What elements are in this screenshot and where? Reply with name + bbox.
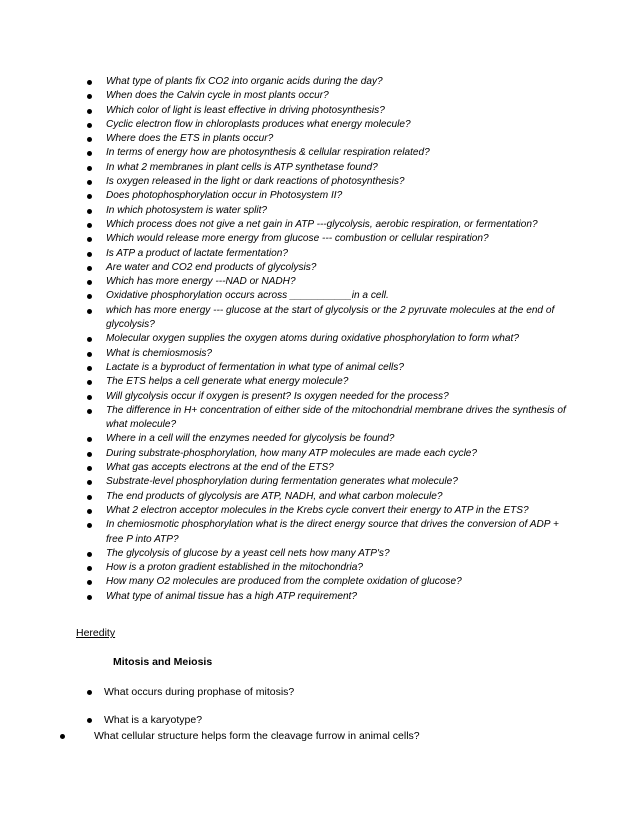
- question-item: [0, 89, 638, 103]
- bullet-icon: [87, 552, 92, 557]
- bullet-icon: [87, 209, 92, 214]
- bullet-icon: [87, 566, 92, 571]
- bullet-icon: [87, 223, 92, 228]
- question-text: The difference in H+ concentration of either side of the mitochondrial membrane drives the synthesis of what molecule?: [106, 404, 566, 431]
- question-text: Which has more energy ---NAD or NADH?: [106, 276, 296, 288]
- question-text: Oxidative phosphorylation occurs across ___________in a cell.: [106, 290, 389, 302]
- question-item: [0, 218, 638, 232]
- bullet-icon: [87, 266, 92, 271]
- question-text: What is chemiosmosis?: [106, 347, 213, 359]
- question-text: What occurs during prophase of mitosis?: [104, 686, 295, 698]
- bullet-icon: [87, 151, 92, 156]
- bullet-icon: [87, 509, 92, 514]
- question-item: [0, 490, 638, 504]
- question-text: Is oxygen released in the light or dark reactions of photosynthesis?: [106, 176, 405, 188]
- bullet-icon: [87, 252, 92, 257]
- question-text: Where in a cell will the enzymes needed for glycolysis be found?: [106, 433, 395, 445]
- bullet-icon: [87, 409, 92, 414]
- question-item: [0, 561, 638, 575]
- mitosis-question: [94, 729, 420, 743]
- bullet-icon: [87, 180, 92, 185]
- question-item: [0, 118, 638, 132]
- question-text: Which process does not give a net gain in ATP ---glycolysis, aerobic respiration, or fermentation?: [106, 218, 538, 230]
- bullet-icon: [87, 194, 92, 199]
- question-text: What cellular structure helps form the cleavage furrow in animal cells?: [94, 730, 420, 742]
- question-item: [0, 247, 638, 261]
- question-item: [0, 132, 638, 146]
- bullet-icon: [87, 237, 92, 242]
- question-item: [0, 289, 638, 303]
- question-text: In what 2 membranes in plant cells is ATP synthetase found?: [106, 161, 378, 173]
- question-item: [0, 447, 638, 461]
- question-item: [0, 204, 638, 218]
- question-item: [0, 261, 638, 275]
- question-item: [0, 189, 638, 203]
- question-item: [0, 547, 638, 561]
- bullet-icon: [87, 366, 92, 371]
- question-text: The ETS helps a cell generate what energy molecule?: [106, 376, 349, 388]
- bullet-icon: [87, 437, 92, 442]
- bullet-icon: [87, 309, 92, 314]
- question-item: [0, 590, 638, 604]
- bullet-icon: [87, 580, 92, 585]
- question-text: What gas accepts electrons at the end of the ETS?: [106, 462, 334, 474]
- question-item: [0, 161, 638, 175]
- bullet-icon: [87, 452, 92, 457]
- bullet-icon: [87, 137, 92, 142]
- question-item: [0, 390, 638, 404]
- bullet-icon: [87, 380, 92, 385]
- bullet-icon: [87, 280, 92, 285]
- question-text: How many O2 molecules are produced from the complete oxidation of glucose?: [106, 576, 462, 588]
- question-text: Which color of light is least effective in driving photosynthesis?: [106, 104, 385, 116]
- question-item: [0, 518, 638, 547]
- bullet-icon: [87, 495, 92, 500]
- bullet-icon: [87, 595, 92, 600]
- question-text: The end products of glycolysis are ATP, NADH, and what carbon molecule?: [106, 490, 443, 502]
- mitosis-question: [104, 685, 294, 699]
- question-item: [0, 504, 638, 518]
- question-text: In chemiosmotic phosphorylation what is the direct energy source that drives the conversion of ADP + free P into ATP?: [106, 519, 559, 545]
- question-text: Substrate-level phosphorylation during fermentation generates what molecule?: [106, 476, 458, 488]
- question-item: [0, 475, 638, 489]
- bullet-icon: [87, 109, 92, 114]
- bullet-icon: [60, 734, 65, 739]
- question-text: What type of animal tissue has a high ATP requirement?: [106, 590, 357, 602]
- question-item: [0, 332, 638, 346]
- question-text: Where does the ETS in plants occur?: [106, 133, 274, 145]
- bullet-icon: [87, 480, 92, 485]
- question-text: What 2 electron acceptor molecules in the Krebs cycle convert their energy to ATP in the ETS?: [106, 504, 529, 516]
- bullet-icon: [87, 337, 92, 342]
- bullet-icon: [87, 352, 92, 357]
- question-text: Will glycolysis occur if oxygen is present? Is oxygen needed for the process?: [106, 390, 449, 402]
- question-text: During substrate-phosphorylation, how many ATP molecules are made each cycle?: [106, 447, 478, 459]
- question-item: [0, 75, 638, 89]
- question-text: Molecular oxygen supplies the oxygen atoms during oxidative phosphorylation to form what?: [106, 333, 519, 345]
- heredity-heading: Heredity: [76, 627, 116, 639]
- question-text: How is a proton gradient established in the mitochondria?: [106, 562, 363, 574]
- question-text: What is a karyotype?: [104, 714, 203, 726]
- question-text: Does photophosphorylation occur in Photosystem II?: [106, 190, 343, 202]
- mitosis-question: [104, 713, 202, 727]
- question-item: [0, 432, 638, 446]
- bullet-icon: [87, 80, 92, 85]
- question-text: In terms of energy how are photosynthesis & cellular respiration related?: [106, 147, 430, 159]
- question-item: [0, 232, 638, 246]
- bullet-icon: [87, 690, 92, 695]
- question-item: [0, 275, 638, 289]
- question-item: [0, 461, 638, 475]
- question-item: [0, 347, 638, 361]
- question-item: [0, 175, 638, 189]
- question-item: [0, 304, 638, 333]
- bullet-icon: [87, 294, 92, 299]
- bullet-icon: [87, 94, 92, 99]
- question-text: Are water and CO2 end products of glycolysis?: [106, 261, 317, 273]
- bullet-icon: [87, 466, 92, 471]
- question-text: Lactate is a byproduct of fermentation in what type of animal cells?: [106, 361, 404, 373]
- question-text: Is ATP a product of lactate fermentation?: [106, 247, 288, 259]
- question-item: [0, 575, 638, 589]
- question-item: [0, 104, 638, 118]
- mitosis-meiosis-heading: Mitosis and Meiosis: [113, 656, 213, 668]
- question-text: which has more energy --- glucose at the start of glycolysis or the 2 pyruvate molecules at the end of glycolysis?: [106, 304, 555, 331]
- bullet-icon: [87, 718, 92, 723]
- bullet-icon: [87, 166, 92, 171]
- question-item: [0, 361, 638, 375]
- question-text: Which would release more energy from glucose --- combustion or cellular respiration?: [106, 233, 489, 245]
- question-text: The glycolysis of glucose by a yeast cell nets how many ATP's?: [106, 547, 390, 559]
- bullet-icon: [87, 123, 92, 128]
- question-item: [0, 375, 638, 389]
- bullet-icon: [87, 523, 92, 528]
- question-text: Cyclic electron flow in chloroplasts produces what energy molecule?: [106, 118, 411, 130]
- question-list: [0, 75, 638, 604]
- question-text: In which photosystem is water split?: [106, 204, 268, 216]
- question-text: When does the Calvin cycle in most plants occur?: [106, 90, 329, 102]
- question-text: What type of plants fix CO2 into organic acids during the day?: [106, 76, 383, 87]
- bullet-icon: [87, 395, 92, 400]
- question-item: [0, 146, 638, 160]
- question-item: [0, 404, 638, 433]
